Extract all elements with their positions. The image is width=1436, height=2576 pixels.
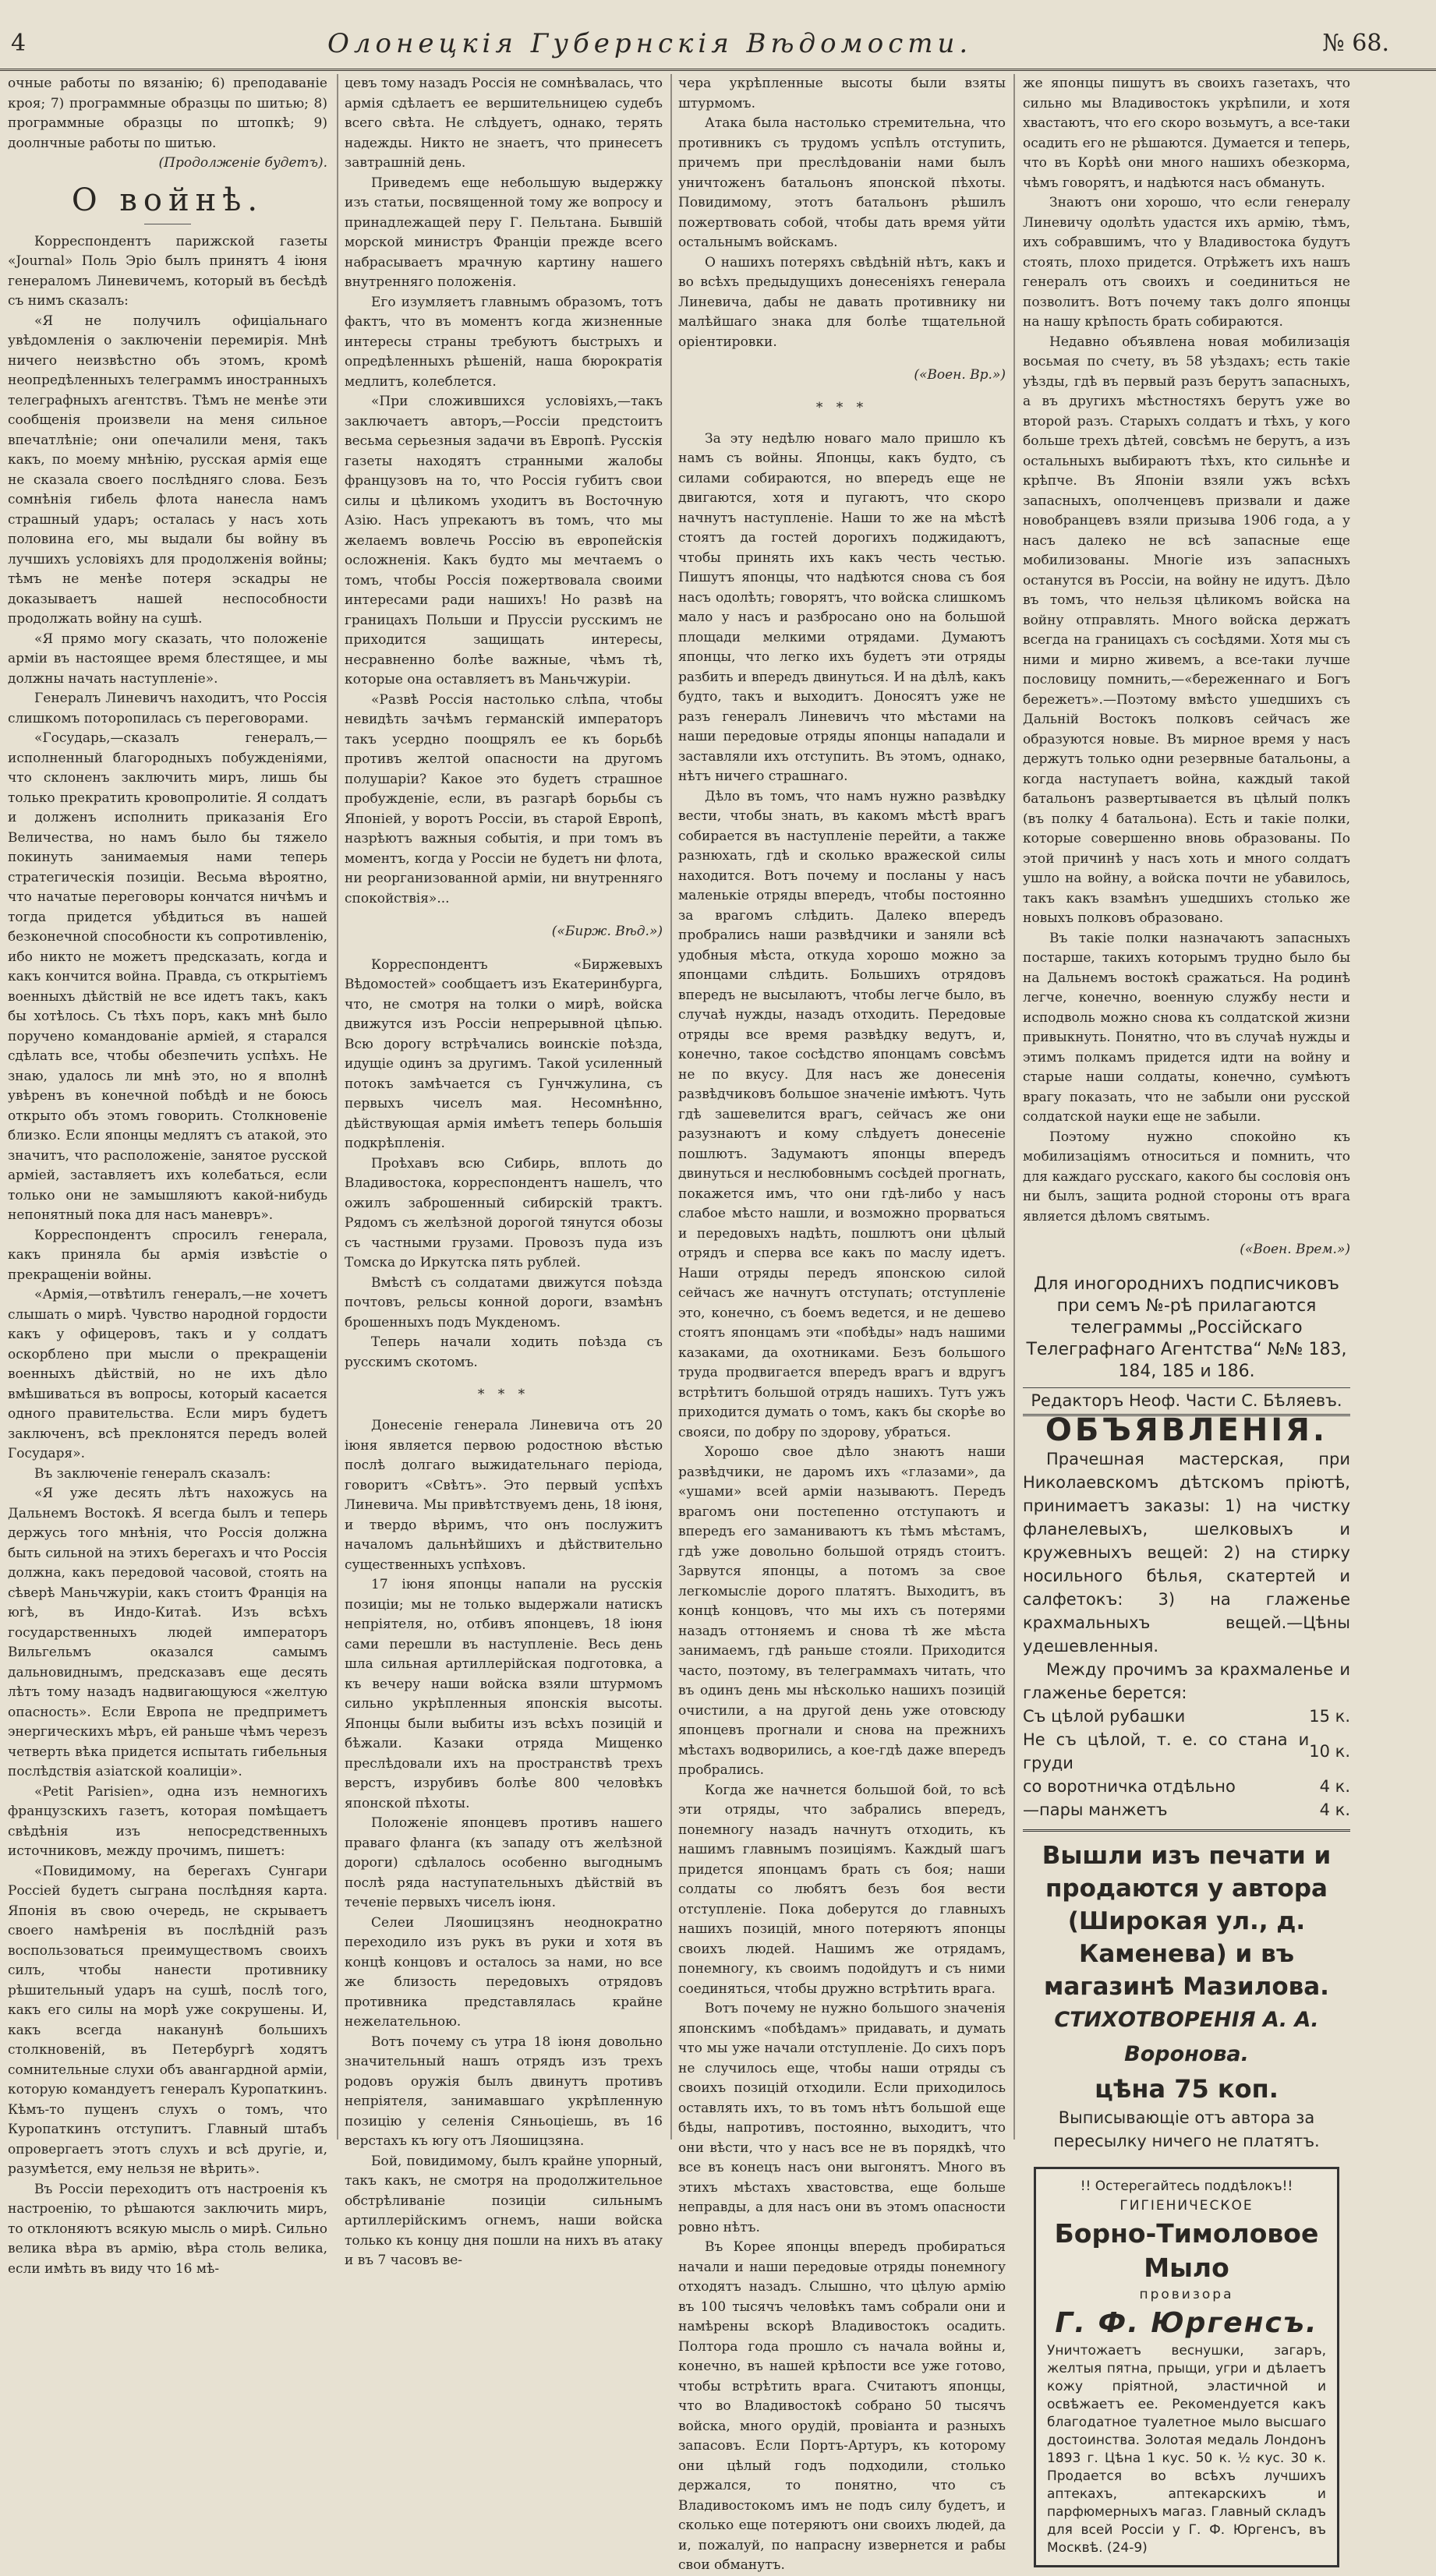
paragraph: Вотъ почему не нужно большого значенія японскимъ «побѣдамъ» придавать, и думать что мы уже начали отступленіе. До сихъ поръ не случилось еще, чтобы наши отряды съ своихъ позицій отходили. Если приходилось оставлять ихъ, то въ томъ нѣтъ большой еще бѣды, напротивъ, постоянно, выходитъ, что они вѣсти, что у насъ все не въ порядкѣ, что все въ конецъ насъ они выгонятъ. Много въ этихъ мѣстахъ хвастовства, еще больше неправды, а для насъ они въ этомъ опасности ровно нѣтъ.	[678, 2001, 1006, 2235]
paragraph: Генералъ Линевичъ находитъ, что Россія слишкомъ поторопилась съ переговорами.	[8, 691, 327, 726]
price-table	[1023, 1705, 1350, 1822]
paragraph: Знаютъ они хорошо, что если генералу Линевичу одолѣть удастся ихъ армію, тѣмъ, ихъ собравшимъ, что у Владивостока будутъ стоять, плохо придется. Отрѣжетъ ихъ нашъ генералъ отъ своихъ и соединиться не позволитъ. Вотъ почему такъ долго японцы на нашу крѣпость брать собираются.	[1023, 195, 1350, 330]
paragraph: Въ Россіи переходитъ отъ настроенія къ настроенію, то рѣшаются заключить миръ, то отклоняютъ всякую мысль о мирѣ. Сильно велика вѣра въ армію, вѣра столь велика, если имѣть въ виду что 16 мѣ-	[8, 2181, 327, 2277]
book-ad	[1023, 1829, 1350, 2153]
price-item: Не съ цѣлой, т. е. со стана и груди	[1023, 1730, 1310, 1772]
paragraph: цевъ тому назадъ Россія не сомнѣвалась, что армія сдѣлаетъ ее вершительницею судебъ всего свѣта. Не слѣдуетъ, однако, терять надежды. Никто не знаетъ, что принесетъ завтрашній день.	[345, 76, 663, 171]
price-row	[1023, 1728, 1350, 1775]
column-divider	[1013, 74, 1015, 2140]
paragraph: «Я не получилъ офиціальнаго увѣдомленія о заключеніи перемирія. Мнѣ ничего неизвѣстно объ этомъ, кромѣ неопредѣленныхъ телеграммъ иностранныхъ телеграфныхъ агентствъ. Тѣмъ не менѣе эти сообщенія произвели на меня сильное впечатлѣніе; они опечалили меня, такъ какъ, по моему мнѣнію, русская армія еще не сказала своего послѣдняго слова. Безъ сомнѣнія гибель флота нанесла намъ страшный ударъ; осталась у насъ хоть половина его, мы выдали бы войну въ лучшихъ условіяхъ для продолженія войны; тѣмъ не менѣе потеря эскадры не доказываетъ нашей неспособности продолжать войну на сушѣ.	[8, 313, 327, 627]
price-item: —пары манжетъ	[1023, 1800, 1168, 1819]
soap-provisor: провизора	[1139, 2286, 1234, 2302]
column-1	[8, 74, 327, 2277]
soap-maker: Г. Ф. Юргенсъ.	[1055, 2307, 1318, 2339]
paragraph: Атака была настолько стремительна, что противникъ съ трудомъ успѣлъ отступить, причемъ при преслѣдованіи нами былъ уничтоженъ батальонъ японской пѣхоты. Повидимому, этотъ батальонъ рѣшилъ пожертвовать собой, чтобы дать время уйти остальнымъ войскамъ.	[678, 115, 1006, 250]
page-header	[0, 23, 1436, 71]
section-title: О войнѣ.	[71, 182, 264, 218]
newspaper-title: Олонецкія Губернскія Вѣдомости.	[327, 28, 973, 59]
price-item: Съ цѣлой рубашки	[1023, 1706, 1186, 1726]
paragraph: Проѣхавъ всю Сибирь, вплоть до Владивостока, корреспондентъ нашелъ, что ожилъ заброшенный сибирскій трактъ. Рядомъ съ желѣзной дорогой тянутся обозы съ частными грузами. Провозъ пуда изъ Томска до Иркутска пять рублей.	[345, 1155, 663, 1270]
column-divider	[337, 74, 338, 2140]
paragraph: Селеи Ляошицзянъ неоднократно переходило изъ рукъ въ руки и хотя въ концѣ концовъ и осталось за нами, но все же близость передовыхъ отрядовъ противника представлялась крайне нежелательною.	[345, 1914, 663, 2030]
issue-number: № 68.	[1322, 30, 1389, 57]
soap-hygienic: ГИГІЕНИЧЕСКОЕ	[1119, 2198, 1254, 2214]
paragraph: Въ такіе полки назначаютъ запасныхъ постарше, такихъ которымъ трудно было бы на Дальнемъ востокѣ сражаться. На родинѣ легче, конечно, военную службу нести и исподволь можно снова къ солдатской жизни привыкнуть. Понятно, что въ случаѣ нужды и этимъ полкамъ придется идти на войну и старые наши солдаты, конечно, сумѣютъ врагу показать, что не забыли они русской солдатской науки еще не забыли.	[1023, 930, 1350, 1125]
continued-note: (Продолженіе будетъ).	[158, 155, 327, 171]
laundry-ad: Прачешная мастерская, при Николаевскомъ дѣтскомъ пріютѣ, принимаетъ заказы: 1) на чистку фланелевыхъ, шелковыхъ и кружевныхъ вещей: 2) на стирку носильного бѣлья, скатертей и салфетокъ: 3) на глаженье крахмальныхъ вещей.—Цѣны удешевленныя.	[1023, 1449, 1350, 1655]
price-row	[1023, 1798, 1350, 1822]
price-row	[1023, 1775, 1350, 1798]
book-ad-price: цѣна 75 коп.	[1095, 2073, 1279, 2104]
price-value: 4 к.	[1319, 1800, 1350, 1819]
paragraph: Теперь начали ходить поѣзда съ русскимъ скотомъ.	[345, 1334, 663, 1370]
paragraph: «Я уже десять лѣтъ нахожусь на Дальнемъ Востокѣ. Я всегда былъ и теперь держусь того мнѣнія, что Россія должна быть сильной на этихъ берегахъ и что Россія должна, какъ передовой часовой, стоять на сѣверѣ Маньчжуріи, какъ стоитъ Франція на югѣ, въ Индо-Китаѣ. Изъ всѣхъ государственныхъ людей императоръ Вильгельмъ оказался самымъ дальновиднымъ, предсказавъ еще десять лѣтъ тому назадъ надвигающуюся «желтую опасность». Если Европа не предприметъ энергическихъ мѣръ, ей раньше чѣмъ черезъ четверть вѣка придется испытать гибельныя послѣдствія азіатской коалиціи».	[8, 1486, 327, 1779]
column-4	[1023, 74, 1350, 2556]
paragraph: же японцы пишутъ въ своихъ газетахъ, что сильно мы Владивостокъ укрѣпили, и хотя хвастаютъ, что его скоро возьмутъ, а все-таки осадить его не рѣшаются. Думается и теперь, что въ Корѣѣ они много нашихъ обезкорма, чѣмъ говорятъ, и надѣются насъ обмануть.	[1023, 76, 1350, 191]
continued-text: очные работы по вязанію; 6) преподаваніе кроя; 7) программные образцы по шитью; 8) программные образцы по штопкѣ; 9) доолнчные работы по шитью.	[8, 76, 327, 151]
soap-description: Уничтожаетъ веснушки, загаръ, желтыя пятна, прыщи, угри и дѣлаетъ кожу пріятной, эластичной и освѣжаетъ ее. Рекомендуется какъ благодатное туалетное мыло высшаго достоинства. Золотая медаль Лондонъ 1893 г. Цѣна 1 кус. 50 к. ½ кус. 30 к. Продается во всѣхъ лучшихъ аптекахъ, аптекарскихъ и парфюмерныхъ магаз. Главный складъ для всей Россіи у Г. Ф. Юргенсъ, въ Москвѣ. (24-9)	[1047, 2343, 1326, 2556]
source-signature: («Бирж. Вѣд.»)	[551, 924, 663, 939]
paragraph: Въ заключеніе генералъ сказалъ:	[34, 1465, 271, 1482]
paragraph: «Государь,—сказалъ генералъ,—исполненный благородныхъ побужденіями, что склоненъ заключить миръ, лишь бы только прекратить кровопролитіе. Я солдатъ и долженъ исполнить приказанія Его Величества, но намъ было бы тяжело покинуть занимаемыя нами теперь стратегическія позиціи. Весьма вѣроятно, что начатые переговоры кончатся ничѣмъ и тогда придется убѣдиться въ нашей безконечной способности къ сопротивленію, ибо никто не можетъ предсказать, когда и какъ кончится война. Правда, съ открытіемъ военныхъ дѣйствій не все идетъ такъ, какъ бы хотѣлось. Съ тѣхъ поръ, какъ мнѣ было поручено командованіе арміей, я старался сдѣлать все, чтобы обезпечить успѣхъ. Не знаю, удалось ли мнѣ это, но я вполнѣ увѣренъ въ конечной побѣдѣ и не боюсь открыто объ этомъ говорить. Столкновеніе близко. Если японцы медлятъ съ атакой, это значитъ, что расположеніе, занятое русской арміей, заставляетъ ихъ колебаться, если только они не замышляютъ какой-нибудь непонятный пока для насъ маневръ».	[8, 730, 327, 1223]
column-divider	[670, 74, 672, 2140]
page-number: 4	[11, 30, 27, 57]
section-separator: * * *	[815, 399, 868, 415]
paragraph: Его изумляетъ главнымъ образомъ, тотъ фактъ, что въ моментъ когда жизненные интересы страны требуютъ быстрыхъ и опредѣленныхъ рѣшеній, наша бюрократія медлитъ, колеблется.	[345, 294, 663, 390]
book-ad-title: СТИХОТВОРЕНІЯ А. А. Воронова.	[1054, 2007, 1319, 2066]
editor-line: Редакторъ Неоф. Части С. Бѣляевъ.	[1023, 1387, 1350, 1417]
paragraph: Въ Корее японцы впередъ пробираться начали и наши передовые отряды понемногу отходятъ назадъ. Слышно, что цѣлую армію въ 100 тысячъ человѣкъ тамъ собрали они и намѣрены вскорѣ Владивостокъ осадить. Полтора года прошло съ начала войны и, конечно, въ нашей крѣпости все уже готово, чтобы встрѣтить врага. Считаютъ японцы, что во Владивостокѣ собрано 50 тысячъ войска, много орудій, провіанта и разныхъ запасовъ. Если Портъ-Артуръ, къ которому они цѣлый годъ подходили, столько держался, то понятно, что съ Владивостокомъ имъ не подъ силу будетъ, и сколько еще потеряютъ они своихъ людей, да и, пожалуй, по напрасну извернется и рабы свои обманутъ.	[678, 2239, 1006, 2573]
paragraph: Хорошо свое дѣло знаютъ наши развѣдчики, не даромъ ихъ «глазами», да «ушами» всей арміи называютъ. Передъ врагомъ они постепенно отступаютъ и впередъ его заманиваютъ къ тѣмъ мѣстамъ, гдѣ уже довольно большой отрядъ стоитъ. Зарвутся японцы, а потомъ за свое легкомысліе дорого платятъ. Выходитъ, въ концѣ концовъ, что мы ихъ съ потерями назадъ оттоняемъ и снова тѣ же мѣста занимаемъ, гдѣ раньше стояли. Приходится часто, поэтому, въ телеграммахъ читать, что въ одинъ день мы нѣсколько нашихъ позицій очистили, а на другой день уже отовсюду японцевъ прогнали и снова на прежнихъ мѣстахъ водворились, а кое-гдѣ даже впередъ пробрались.	[678, 1444, 1006, 1778]
soap-warning: !! Остерегайтесь поддѣлокъ!!	[1080, 2178, 1293, 2194]
subscriber-notice: Для иногороднихъ подписчиковъ при семъ №-рѣ прилагаются телеграммы „Россійскаго Телеграфнаго Агентства“ №№ 183, 184, 185 и 186.	[1026, 1274, 1347, 1381]
paragraph: Вмѣстѣ съ солдатами движутся поѣзда почтовъ, рельсы конной дороги, взамѣнъ брошенныхъ подъ Мукденомъ.	[345, 1274, 663, 1330]
paragraph: Дѣло въ томъ, что намъ нужно развѣдку вести, чтобы знать, въ какомъ мѣстѣ врагъ собирается въ наступленіе перейти, а также разнюхать, гдѣ и сколько вражеской силы находится. Вотъ почему и посланы у насъ маленькіе отряды впередъ, чтобы постоянно за врагомъ слѣдить. Далеко впередъ пробрались наши развѣдчики и заняли всѣ удобныя мѣста, откуда хорошо можно за японцами слѣдить. Большихъ отрядовъ впередъ не высылаютъ, чтобы легче было, въ случаѣ нужды, назадъ отходить. Передовые отряды все время развѣдку ведутъ, и, конечно, такое сосѣдство японцамъ совсѣмъ не по вкусу. Для насъ же донесенія развѣдчиковъ большое значеніе имѣютъ. Чуть гдѣ зашевелится врагъ, сейчасъ же они разузнаютъ и кому слѣдуетъ донесеніе пошлютъ. Задумаютъ японцы впередъ двинуться и неслюбовнымъ сосѣдей прогнать, покажется имъ, что они гдѣ-либо у насъ слабое мѣсто нашли, и возможно прорваться и передовыхъ надѣть, пошлютъ они цѣлый отрядъ и сперва все какъ по маслу идетъ. Наши отряды передъ японскою силой сейчасъ же начнутъ отступать; отступленіе это, конечно, съ боемъ ведется, и не дешево стоятъ японцамъ эти «побѣды» надъ нашими казаками, да охотниками. Безъ большого труда продвигается впередъ врагъ и вдругъ встрѣтитъ большой отрядъ нашихъ. Тутъ ужъ приходится думать о томъ, какъ бы скорѣе во свояси, по добру по здорову, убраться.	[678, 788, 1006, 1440]
column-3	[678, 74, 1006, 2573]
source-signature: («Воен. Вр.»)	[914, 367, 1006, 383]
paragraph: О нашихъ потеряхъ свѣдѣній нѣтъ, какъ и во всѣхъ предыдущихъ донесеніяхъ генерала Линевича, дабы не давать противнику ни малѣйшаго знака для болѣе тщательной оріентировки.	[678, 254, 1006, 350]
paragraph: «Армія,—отвѣтилъ генералъ,—не хочетъ слышать о мирѣ. Чувство народной гордости какъ у офицеровъ, такъ и у солдатъ оскорблено при мысли о прекращеніи военныхъ дѣйствій, но не ихъ дѣло вмѣшиваться въ вопросы, который касается одного правительства. Если миръ будетъ заключенъ, всѣ преклонятся передъ волей Государя».	[8, 1287, 327, 1461]
paragraph: За эту недѣлю новаго мало пришло къ намъ съ войны. Японцы, какъ будто, съ силами собираются, но впередъ еще не двигаются, хотя и пугаютъ, что скоро начнутъ наступленіе. Наши то же на мѣстѣ стоятъ да гостей дорогихъ поджидаютъ, чтобы принять ихъ какъ честь честью. Пишутъ японцы, что надѣются снова съ боя насъ одолѣть; говорятъ, что войска слишкомъ мало у насъ и разбросано оно на большой площади мелкими отрядами. Думаютъ японцы, что легко ихъ будетъ эти отряды разбить и впередъ двинуться. И на дѣлѣ, какъ будто, такъ и выходитъ. Доносятъ уже не разъ генералъ Линевичъ что мѣстами на наши передовые отряды японцы нападали и заставляли ихъ отступить. Въ этомъ, однако, нѣтъ ничего страшнаго.	[678, 430, 1006, 784]
paragraph: «Petit Parisien», одна изъ немногихъ французскихъ газетъ, которая помѣщаетъ свѣдѣнія изъ непосредственныхъ источниковъ, между прочимъ, пишетъ:	[8, 1783, 327, 1859]
book-ad-headline: Вышли изъ печати и продаются у автора (Широкая ул., д. Каменева) и въ магазинѣ Мазилова.	[1042, 1841, 1332, 2001]
paragraph: «Я прямо могу сказать, что положеніе арміи въ настоящее время блестящее, и мы должны начать наступленіе».	[8, 631, 327, 687]
paragraph: Донесеніе генерала Линевича отъ 20 іюня является первою родостною вѣстью послѣ долгаго выжидательнаго періода, говоритъ «Свѣтъ». Это первый успѣхъ Линевича. Мы привѣтствуемъ день, 18 іюня, и твердо вѣримъ, что онъ послужитъ началомъ дальнѣйшихъ и дѣйствительно существенныхъ успѣховъ.	[345, 1418, 663, 1573]
soap-name: Борно-Тимоловое Мыло	[1054, 2217, 1319, 2283]
paragraph: Корреспондентъ парижской газеты «Journal» Поль Эріо былъ принятъ 4 іюня генераломъ Линевичемъ, который въ бесѣдѣ съ нимъ сказалъ:	[8, 233, 327, 309]
price-row	[1023, 1705, 1350, 1728]
source-signature: («Воен. Врем.»)	[1240, 1242, 1350, 1257]
paragraph: Корреспондентъ «Биржевыхъ Вѣдомостей» сообщаетъ изъ Екатеринбурга, что, не смотря на толки о мирѣ, войска движутся изъ Россіи непрерывной цѣпью. Всю дорогу встрѣчались воинскіе поѣзда, идущіе одинъ за другимъ. Такой усиленный потокъ замѣчается съ Гунчжулина, съ первыхъ чиселъ мая. Несомнѣнно, дѣйствующая армія имѣетъ теперь большія подкрѣпленія.	[345, 956, 663, 1151]
price-item: со воротничка отдѣльно	[1023, 1776, 1236, 1796]
paragraph: «Развѣ Россія настолько слѣпа, чтобы невидѣть зачѣмъ германскій императоръ такъ усердно поощрялъ ее къ борьбѣ противъ желтой опасности на другомъ полушаріи? Какое это будетъ страшное пробужденіе, если, въ разгарѣ борьбы съ Японіей, у воротъ Россіи, въ старой Европѣ, назрѣютъ важныя событія, и при томъ въ моментъ, когда у Россіи не будетъ ни флота, ни реорганизованной арміи, ни внутренняго спокойствія»...	[345, 691, 663, 906]
soap-ad	[1034, 2167, 1339, 2568]
book-ad-note: Выписывающіе отъ автора за пересылку ничего не платятъ.	[1053, 2108, 1320, 2150]
column-2	[345, 74, 663, 2268]
paragraph: Вотъ почему съ утра 18 іюня довольно значительный нашъ отрядъ изъ трехъ родовъ оружія былъ двинутъ противъ непріятеля, занимавшаго укрѣпленную позицію у селенія Сяньоціешь, въ 16 верстахъ къ югу отъ Ляошицзяна.	[345, 2034, 663, 2149]
price-value: 4 к.	[1319, 1776, 1350, 1796]
paragraph: Недавно объявлена новая мобилизація восьмая по счету, въ 58 уѣздахъ; есть такіе уѣзды, гдѣ въ первый разъ берутъ запасныхъ, а въ другихъ мѣстностяхъ берутъ уже во второй разъ. Старыхъ солдатъ и тѣхъ, у кого больше трехъ дѣтей, совсѣмъ не берутъ, а изъ остальныхъ выбираютъ тѣхъ, кто сильнѣе и крѣпче. Въ Японіи взяли ужъ всѣхъ запасныхъ, ополченцевъ призвали и даже новобранцевъ взяли призыва 1906 года, а у насъ далеко не всѣ запасные еще мобилизованы. Многіе изъ запасныхъ останутся въ Россіи, на войну не идутъ. Дѣло въ томъ, что нельзя цѣликомъ войска на войну отправлять. Много войска держатъ всегда на границахъ съ сосѣдями. Хотя мы съ ними и мирно живемъ, а все-таки лучше пословицу помнить,—«береженнаго и Богъ бережетъ».—Поэтому вмѣсто ушедшихъ съ Дальній Востокъ полковъ сейчасъ же образуются новые. Въ мирное время у насъ держутъ только одни резервные батальоны, а когда наступаетъ война, каждый такой батальонъ развертывается въ цѣлый полкъ (въ полку 4 батальона). Есть и такіе полки, которые совершенно вновь образованы. По этой причинѣ у насъ хоть и много солдатъ ушло на войну, а войска почти не убавилось, такъ какъ взамѣнъ ушедшихъ столько же новыхъ полковъ образовано.	[1023, 334, 1350, 926]
ads-title: ОБЪЯВЛЕНІЯ.	[1045, 1412, 1328, 1448]
price-value: 10 к.	[1309, 1741, 1350, 1761]
section-separator: * * *	[477, 1387, 530, 1402]
paragraph: 17 іюня японцы напали на русскія позиціи; мы не только выдержали натискъ непріятеля, но, отбивъ японцевъ, 18 іюня сами перешли въ наступленіе. Весь день шла сильная артиллерійская подготовка, а къ вечеру наши войска взяли штурмомъ сильно укрѣпленныя японскія высоты. Японцы были выбиты изъ всѣхъ позицій и бѣжали. Казаки отряда Мищенко преслѣдовали ихъ на пространствѣ трехъ верстъ, изрубивъ болѣе 800 человѣкъ японской пѣхоты.	[345, 1577, 663, 1811]
paragraph: Бой, повидимому, былъ крайне упорный, такъ какъ, не смотря на продолжительное обстрѣливаніе позиціи сильнымъ артиллерійскимъ огнемъ, наши войска только къ концу дня пошли на нихъ въ атаку и въ 7 часовъ ве-	[345, 2153, 663, 2268]
paragraph: Когда же начнется большой бой, то всѣ эти отряды, что забрались впередъ, понемногу назадъ начнутъ отходить, къ нашимъ главнымъ позиціямъ. Каждый шагъ придется японцамъ брать съ боя; наши солдаты со любятъ безъ боя вести отступленіе. Пока доберутся до главныхъ нашихъ позицій, много потеряютъ японцы своихъ людей. Нашимъ же отрядамъ, понемногу, къ своимъ подойдутъ и съ ними соединяться, чтобы дружно встрѣтить врага.	[678, 1782, 1006, 1997]
paragraph: Положеніе японцевъ противъ нашего праваго фланга (къ западу отъ желѣзной дороги) сдѣлалось особенно выгоднымъ послѣ ряда наступательныхъ дѣйствій въ теченіе первыхъ чиселъ іюня.	[345, 1815, 663, 1910]
price-value: 15 к.	[1309, 1706, 1350, 1726]
paragraph: Корреспондентъ спросилъ генерала, какъ приняла бы армія извѣстіе о прекращеніи войны.	[8, 1227, 327, 1283]
paragraph: «При сложившихся условіяхъ,—такъ заключаетъ авторъ,—Россіи предстоитъ весьма серьезныя задачи въ Европѣ. Русскія газеты находятъ странными жалобы французовъ на то, что Россія губитъ свои силы и цѣликомъ уходитъ въ Восточную Азію. Насъ упрекаютъ въ томъ, что мы желаемъ вовлечь Россію въ европейскія осложненія. Какъ будто мы мечтаемъ о томъ, чтобы Россія пожертвовала своими интересами ради нашихъ! Но развѣ на границахъ Польши и Пруссіи русскимъ не приходится защищать интересы, несравненно болѣе важные, чѣмъ тѣ, которые она оставляетъ въ Маньчжуріи.	[345, 394, 663, 687]
paragraph: «Повидимому, на берегахъ Сунгари Россіей будетъ сыграна послѣдняя карта. Японія въ свою очередь, не скрываетъ своего намѣренія въ послѣдній разъ воспользоваться преимуществомъ своихъ силъ, чтобы нанести противнику рѣшительный ударъ на сушѣ, послѣ того, какъ его силы на морѣ уже сокрушены. И, какъ всегда наканунѣ большихъ столкновеній, въ Петербургѣ ходятъ сомнительные слухи объ авангардной арміи, которую командуетъ генералъ Куропаткинъ. Кѣмъ-то пущенъ слухъ о томъ, что Куропаткинъ отступитъ. Главный штабъ опровергаетъ этотъ слухъ и всѣ другіе, и, разумѣется, ему нельзя не вѣрить».	[8, 1863, 327, 2177]
laundry-ad-note: Между прочимъ за крахмаленье и глаженье берется:	[1023, 1659, 1350, 1702]
paragraph: чера укрѣпленные высоты были взяты штурмомъ.	[678, 76, 1006, 111]
paragraph: Приведемъ еще небольшую выдержку изъ статьи, посвященной тому же вопросу и принадлежащей перу Г. Пельтана. Бывшій морской министръ Франціи прежде всего набрасываетъ мрачную картину нашего внутренняго положенія.	[345, 175, 663, 290]
paragraph: Поэтому нужно спокойно къ мобилизаціямъ относиться и помнить, что для каждаго русскаго, какого бы сословія онъ ни былъ, защита родной стороны отъ врага является дѣломъ святымъ.	[1023, 1129, 1350, 1224]
